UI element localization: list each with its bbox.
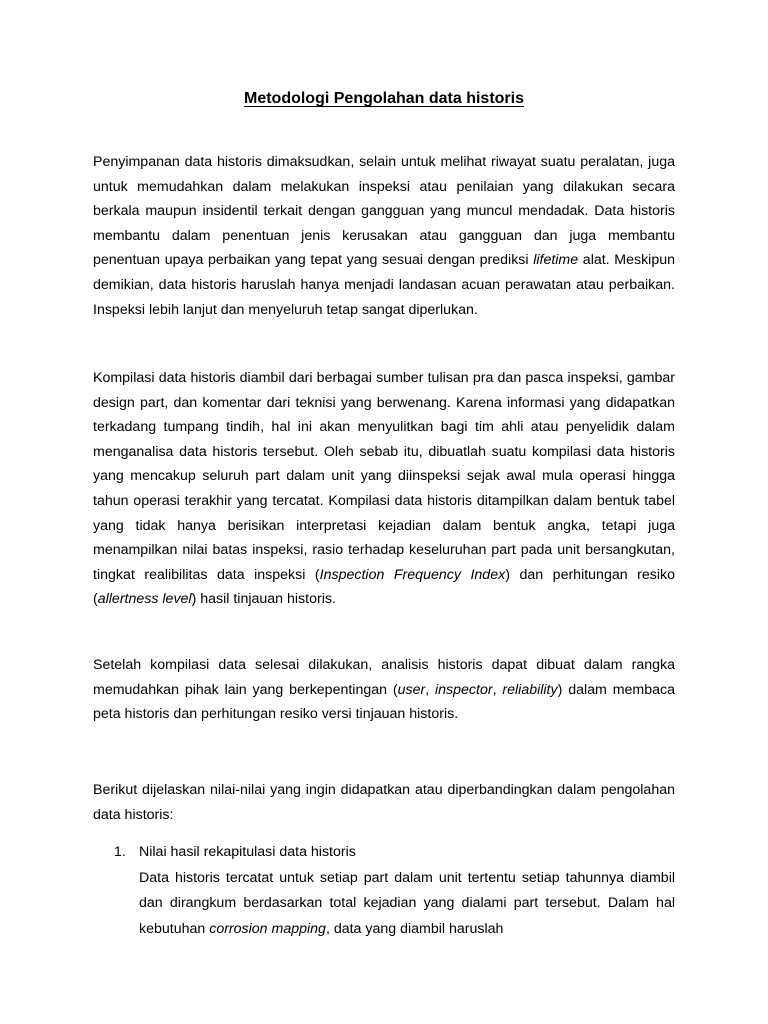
list-item-number: 1. — [114, 844, 126, 860]
document-title — [0, 88, 768, 110]
numbered-list — [114, 840, 675, 942]
paragraph-2-text-b: ) dan perhitungan resiko ( — [93, 566, 676, 608]
paragraph-3-text-d: ) dalam membaca peta historis dan perhitungan resiko versi tinjauan historis. — [93, 681, 675, 723]
paragraph-3-text-a: Setelah kompilasi data selesai dilakukan, analisis historis dapat dibuat dalam rangka memudahkan pihak lain yang berkepentingan ( — [93, 657, 675, 698]
paragraph-1-italic-lifetime: lifetime — [533, 252, 579, 269]
paragraph-3 — [93, 653, 675, 727]
paragraph-3-text-c: , — [492, 681, 503, 698]
paragraph-2-text-a: Kompilasi data historis diambil dari berbagai sumber tulisan pra dan pasca inspeksi, gambar design part, dan komentar dari teknisi yang berwenang. Karena informasi yang didapatkan terkadang tumpang tindih, hal ini akan menyulitkan bagi tim ahli atau penyelidik dalam menganalisa data historis tersebut. Oleh sebab itu, dibuatlah suatu kompilasi data historis yang mencakup seluruh part dalam unit yang diinspeksi sejak awal mula operasi hingga tahun operasi terakhir yang tercatat. Kompilasi data historis ditampilkan dalam bentuk tabel yang tidak hanya berisikan interpretasi kejadian dalam bentuk angka, tetapi juga menampilkan nilai batas inspeksi, rasio terhadap keseluruhan part pada unit bersangkutan, tingkat realibilitas data inspeksi ( — [93, 370, 675, 583]
paragraph-1-text-a: Penyimpanan data historis dimaksudkan, selain untuk melihat riwayat suatu peralatan, juga untuk memudahkan dalam melakukan inspeksi atau penilaian yang dilakukan secara berkala maupun insidentil terkait dengan gangguan yang muncul mendadak. Data historis membantu dalam penentuan jenis kerusakan atau gangguan dan juga membantu penentuan upaya perbaikan yang tepat yang sesuai dengan prediksi — [93, 154, 675, 269]
paragraph-2 — [93, 366, 675, 612]
list-item — [114, 840, 675, 942]
paragraph-4-text: Berikut dijelaskan nilai-nilai yang ingin didapatkan atau diperbandingkan dalam pengolahan data historis: — [93, 782, 675, 823]
paragraph-1 — [93, 150, 675, 322]
list-item-body — [139, 866, 675, 943]
paragraph-3-italic-reliability: reliability — [502, 681, 558, 698]
list-item-title: Nilai hasil rekapitulasi data historis — [139, 844, 356, 860]
paragraph-2-italic-allertness: allertness level — [97, 591, 192, 608]
paragraph-3-italic-user: user — [397, 681, 426, 698]
list-item-italic-corrosion: corrosion mapping — [209, 920, 326, 937]
paragraph-1-text-b: alat. Meskipun demikian, data historis haruslah hanya menjadi landasan acuan perawatan atau perbaikan. Inspeksi lebih lanjut dan menyeluruh tetap sangat diperlukan. — [93, 252, 675, 318]
paragraph-2-text-c: ) hasil tinjauan historis. — [191, 591, 336, 608]
document-title-text: Metodologi Pengolahan data historis — [243, 90, 524, 107]
paragraph-3-italic-inspector: inspector — [435, 681, 493, 698]
paragraph-2-italic-ifi: Inspection Frequency Index — [319, 566, 506, 583]
list-item-body-text-a: Data historis tercatat untuk setiap part dalam unit tertentu setiap tahunnya diambil dan dirangkum berdasarkan total kejadian yang dialami part tersebut. Dalam hal kebutuhan — [139, 869, 675, 937]
list-item-body-text-b: , data yang diambil haruslah — [325, 920, 504, 937]
paragraph-4 — [93, 778, 675, 827]
paragraph-3-text-b: , — [425, 681, 436, 698]
